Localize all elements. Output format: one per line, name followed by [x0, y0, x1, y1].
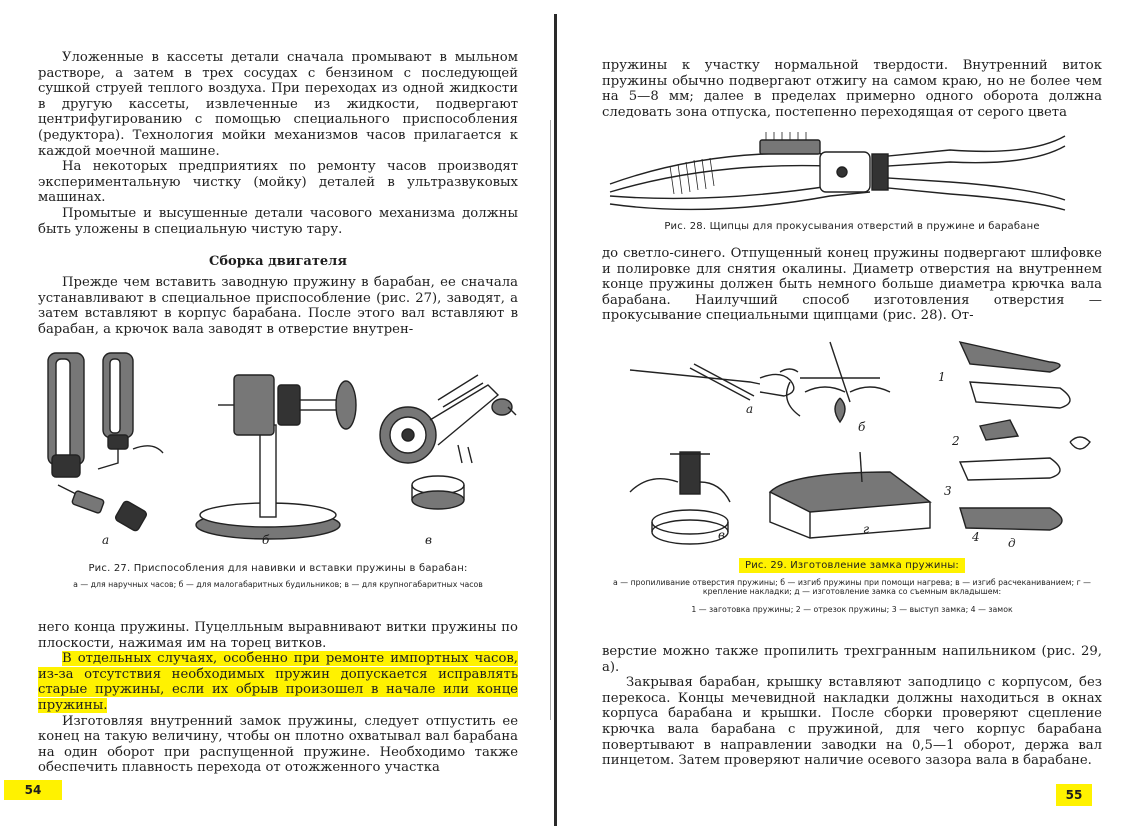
fig29-panel-d [770, 452, 930, 538]
figure-label-c: в [718, 528, 725, 542]
figure-label-c: в [425, 533, 432, 547]
highlight: В отдельных случаях, особенно при ремонте импортных часов, из-за отсутствия необходимых пружин допускается исправлять старые пружины, если их обрыв произошел в начале или конце пружины. [38, 651, 518, 713]
figure-29-legend: а — пропиливание отверстия пружины; б — изгиб пружины при помощи нагрева; в — изгиб расчеканиванием; г — крепление накладки; д — изготовление замка со съемным вкладышем: [613, 578, 1091, 596]
figure-label-a: а [746, 402, 754, 416]
highlighted-paragraph [38, 651, 518, 713]
fig29-panel-e [960, 342, 1090, 530]
page-number: 54 [4, 780, 62, 800]
section-heading: Сборка двигателя [209, 254, 347, 269]
figure-29-caption-wrap [602, 560, 1102, 571]
book-spine [554, 14, 557, 826]
body-text-bottom [38, 620, 518, 776]
left-page [0, 0, 556, 826]
figure-29-caption: Рис. 29. Изготовление замка пружины: [739, 558, 965, 573]
page-number: 55 [1056, 784, 1092, 806]
figure-label-a: а [102, 533, 110, 547]
paragraph: Изготовляя внутренний замок пружины, следует отпустить ее конец на такую величину, чтобы он плотно охватывал вал барабана на один оборот при распущенной пружине. Необходимо также обеспечить плавность перехода от отожженного участка [38, 713, 518, 776]
paragraph: до светло-синего. Отпущенный конец пружины подвергают шлифовке и полировке для снятия окалины. Диаметр отверстия на внутреннем конце пружины должен быть немного больше диаметра крючка вала барабана. Наилучший способ изготовления отверстия — прокусывание специальными щипцами (рис. 28). От- [602, 246, 1102, 324]
right-top-text [602, 58, 1102, 120]
assembly-text [38, 275, 518, 337]
figure-27-caption: Рис. 27. Приспособления для навивки и вставки пружины в барабан: [88, 563, 468, 574]
paragraph: Промытые и высушенные детали часового механизма должны быть уложены в специальную чистую тару. [38, 205, 518, 237]
fig27-tool-b [196, 375, 356, 539]
figure-label-b: б [262, 533, 270, 547]
figure-28-caption: Рис. 28. Щипцы для прокусывания отверстий в пружине и барабане [664, 221, 1040, 232]
paragraph: Уложенные в кассеты детали сначала промывают в мыльном растворе, а затем в трех сосудах с бензином с последующей сушкой струей теплого воздуха. При переходах из одной жидкости в другую кассеты, извлеченные из жидкости, подвергают центрифугированию с помощью специального приспособления (редуктора). Технология мойки механизмов часов прилагается к каждой моечной машине. [38, 50, 518, 159]
paragraph: На некоторых предприятиях по ремонту часов производят экспериментальную чистку (мойку) деталей в ультразвуковых машинах. [38, 159, 518, 206]
figure-28-pliers [610, 126, 1070, 216]
figure-number-1: 1 [938, 370, 946, 384]
figure-29-illustration [630, 342, 1090, 552]
right-bottom-text [602, 644, 1102, 769]
paragraph: него конца пружины. Пуцелльным выравнивают витки пружины по плоскости, нажимая им на торец витков. [38, 620, 518, 651]
figure-27-illustration [38, 345, 518, 545]
paragraph: Прежде чем вставить заводную пружину в барабан, ее сначала устанавливают в специальное приспособление (рис. 27), заводят, а затем вставляют в корпус барабана. После этого вал вставляют в барабан, а крючок вала заводят в отверстие внутрен- [38, 275, 518, 337]
figure-number-3: 3 [944, 484, 952, 498]
figure-label-d: г [863, 522, 870, 536]
paragraph: верстие можно также пропилить трехгранным напильником (рис. 29, а). [602, 644, 1102, 675]
fig29-panel-c [630, 452, 730, 544]
figure-label-b: б [858, 420, 866, 434]
right-mid-text [602, 246, 1102, 324]
fig27-tool-c [380, 375, 516, 509]
fig29-panel-b [787, 342, 890, 422]
intro-text [38, 50, 518, 237]
paragraph: Закрывая барабан, крышку вставляют заподлицо с корпусом, без перекоса. Концы мечевидной накладки должны находиться в окнах корпуса барабана и крышки. После сборки проверяют сцепление крючка вала барабана с пружиной, для чего корпус барабана повертывают в направлении заводки на 0,5—1 оборот, держа вал пинцетом. Затем проверяют наличие осевого зазора вала в барабане. [602, 675, 1102, 769]
figure-number-2: 2 [952, 434, 960, 448]
figure-29-legend-numbers: 1 — заготовка пружины; 2 — отрезок пружины; 3 — выступ замка; 4 — замок [691, 605, 1013, 614]
right-page [560, 0, 1142, 826]
fig27-tool-a [48, 353, 163, 532]
figure-27-legend: а — для наручных часов; б — для малогабаритных будильников; в — для крупногабаритных часов [73, 580, 483, 589]
paragraph: пружины к участку нормальной твердости. Внутренний виток пружины обычно подвергают отжигу на самом краю, но не более чем на 5—8 мм; далее в пределах примерно одного оборота должна следовать зона отпуска, постепенно переходящая от серого цвета [602, 58, 1102, 120]
figure-number-4: 4 [972, 530, 980, 544]
fig29-panel-a [630, 364, 798, 400]
figure-label-e: д [1008, 536, 1016, 550]
page-fold-shadow [550, 120, 551, 720]
